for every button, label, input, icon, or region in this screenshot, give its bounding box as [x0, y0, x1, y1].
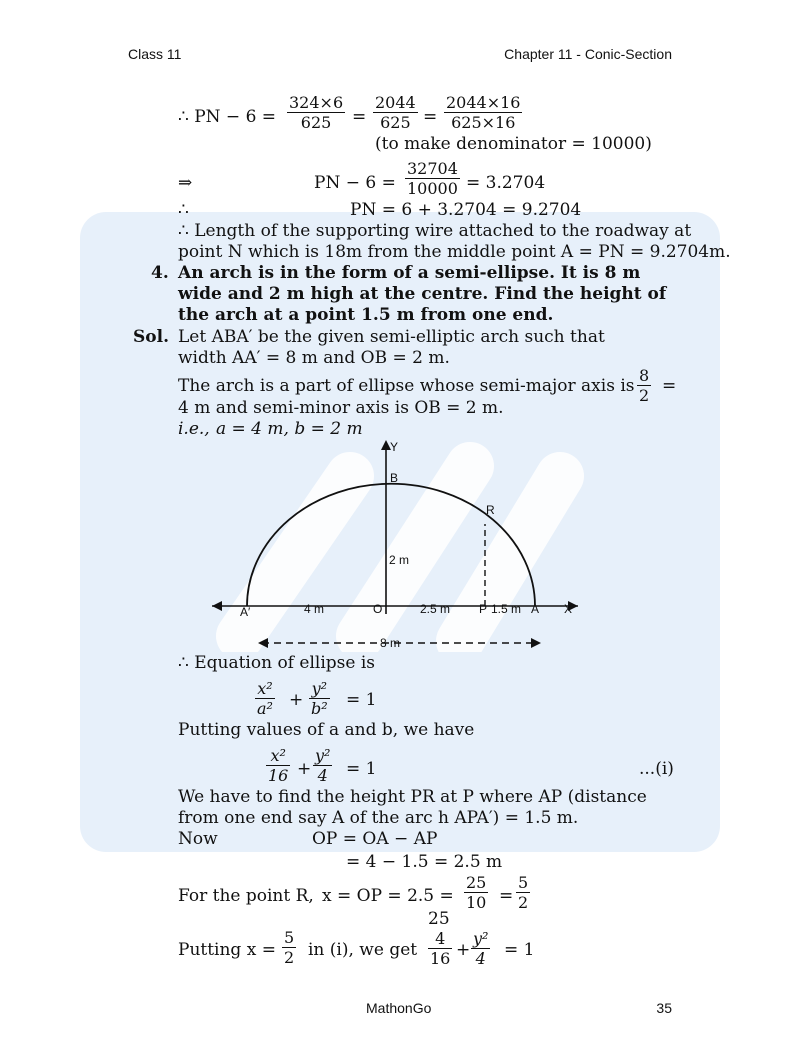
- text-line: Putting values of a and b, we have: [178, 720, 475, 740]
- label-2-5m: 2.5 m: [420, 602, 451, 616]
- op-line: OP = OA − AP: [312, 829, 438, 849]
- equation-tag: ...(i): [639, 759, 674, 779]
- label-a-prime: A′: [240, 605, 251, 619]
- plus-sign: +: [289, 690, 304, 710]
- text-line: Let ABA′ be the given semi-elliptic arch such that: [178, 327, 605, 347]
- solution-label: Sol.: [133, 327, 169, 347]
- text-line: 4 m and semi-minor axis is OB = 2 m.: [178, 398, 504, 418]
- pn-line-end: = 3.2704: [466, 173, 546, 193]
- pn-line-start: ∴ PN − 6 =: [178, 107, 277, 127]
- label-1-5m: 1.5 m: [491, 602, 522, 616]
- ie-label: i.e.,: [178, 419, 210, 439]
- question-number: 4.: [151, 263, 169, 283]
- fraction: $\frac{5}{2}$: [284, 928, 295, 967]
- fraction: $\frac{\text{x²}}{16}$: [268, 746, 289, 785]
- text-line: Putting x =: [178, 940, 276, 960]
- text-line: point N which is 18m from the middle point A = PN = 9.2704m.: [178, 242, 731, 262]
- text-line: The arch is a part of ellipse whose semi-major axis is: [178, 376, 635, 396]
- fraction: $\frac{324\times 6}{625}$: [289, 93, 344, 132]
- label-4m: 4 m: [304, 602, 325, 616]
- equals: =: [499, 886, 514, 906]
- pn-line-mid: PN − 6 =: [314, 173, 396, 193]
- fraction: $\frac{32704}{10000}$: [407, 159, 458, 198]
- fraction: $\frac{8}{2}$: [639, 366, 650, 405]
- label-y: Y: [390, 440, 399, 454]
- label-p: P: [479, 602, 488, 616]
- fraction: $\frac{5}{2}$: [518, 873, 529, 912]
- fraction: $\frac{4}{16}$: [430, 929, 451, 968]
- text-line: We have to find the height PR at P where AP (distance: [178, 787, 647, 807]
- equals-one: = 1: [346, 759, 377, 779]
- fraction: $\frac{25}{10}$: [466, 873, 487, 912]
- footer-brand: MathonGo: [366, 1000, 432, 1016]
- equals: =: [662, 376, 677, 396]
- pn-result: PN = 6 + 3.2704 = 9.2704: [350, 200, 582, 220]
- equals-one: = 1: [346, 690, 377, 710]
- now-label: Now: [178, 829, 218, 849]
- therefore-symbol: ∴: [178, 200, 189, 220]
- text-line: For the point R,: [178, 886, 314, 906]
- label-a: A: [531, 602, 540, 616]
- numerator-top: 25: [428, 909, 450, 929]
- fraction: $\frac{\text{x²}}{\text{a²}}$: [257, 679, 273, 718]
- denominator-note: (to make denominator = 10000): [375, 134, 652, 154]
- equals: =: [423, 107, 438, 127]
- fraction: $\frac{\text{y²}}{4}$: [315, 746, 331, 785]
- question-text: An arch is in the form of a semi-ellipse. It is 8 m: [178, 263, 641, 283]
- fraction: $\frac{\text{y²}}{\text{b²}}$: [311, 679, 328, 718]
- text-line: in (i), we get: [308, 940, 418, 960]
- plus-sign: +: [297, 759, 312, 779]
- op-result: = 4 − 1.5 = 2.5 m: [346, 852, 503, 872]
- equals: =: [352, 107, 367, 127]
- question-text: wide and 2 m high at the centre. Find the height of: [178, 284, 667, 304]
- semi-ellipse-diagram: [200, 436, 590, 652]
- text-line: a = 4 m, b = 2 m: [216, 419, 363, 439]
- text-line: from one end say A of the arc h APA′) = 1.5 m.: [178, 808, 579, 828]
- page-number: 35: [656, 1000, 672, 1016]
- question-text: the arch at a point 1.5 m from one end.: [178, 305, 554, 325]
- implies-symbol: ⇒: [178, 173, 193, 193]
- text-line: ∴ Equation of ellipse is: [178, 653, 375, 673]
- header-chapter: Chapter 11 - Conic-Section: [504, 46, 672, 62]
- plus-sign: +: [456, 940, 471, 960]
- label-8m: 8 m: [380, 636, 401, 650]
- text-line: ∴ Length of the supporting wire attached to the roadway at: [178, 221, 692, 241]
- label-r: R: [486, 503, 495, 517]
- label-2m: 2 m: [389, 553, 410, 567]
- fraction: $\frac{\text{y²}}{4}$: [473, 929, 489, 968]
- label-b: B: [390, 471, 399, 485]
- label-o: O: [373, 602, 383, 616]
- equals-one: = 1: [504, 940, 535, 960]
- header-class: Class 11: [128, 46, 182, 62]
- width-right-arrow: [531, 638, 541, 648]
- fraction: $\frac{2044}{625}$: [375, 93, 416, 132]
- label-x: X: [564, 602, 573, 616]
- text-line: width AA′ = 8 m and OB = 2 m.: [178, 348, 450, 368]
- x-axis-left-arrow: [212, 601, 222, 611]
- x-value: x = OP = 2.5 =: [322, 886, 454, 906]
- fraction: $\frac{2044\times 16}{625\times 16}$: [446, 93, 521, 132]
